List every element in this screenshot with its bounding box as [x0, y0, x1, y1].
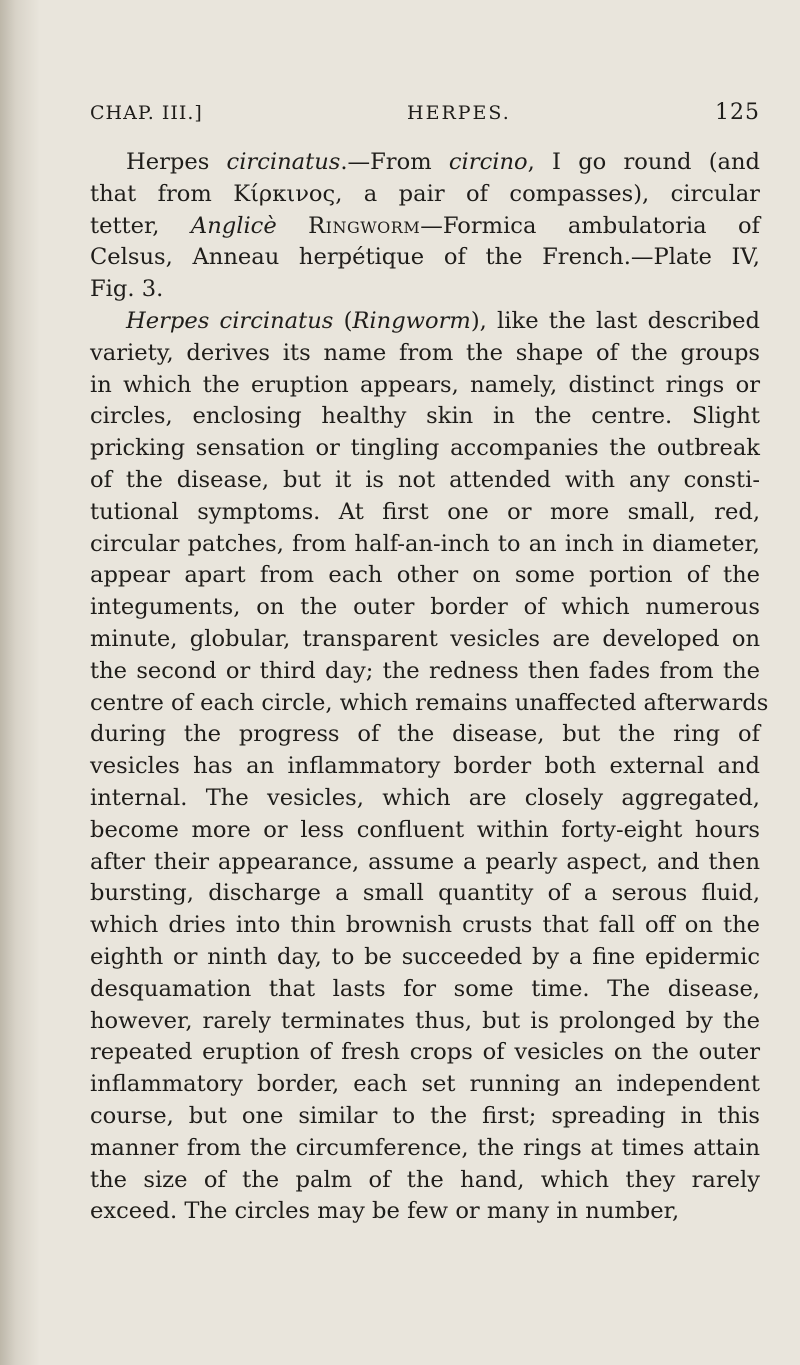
text-line: Herpes circinatus (Ringworm), like the last described	[126, 307, 761, 334]
text-line: inflammatory border, each set running an independent	[90, 1071, 760, 1098]
text-line: after their appearance, assume a pearly aspect, and then	[90, 848, 760, 875]
text-line: which dries into thin brownish crusts that fall off on the	[90, 912, 760, 939]
paragraph-heading-definition	[90, 147, 760, 306]
text-line: desquamation that lasts for some time. The disease,	[90, 975, 760, 1002]
text-line: circular patches, from half-an-inch to an inch in diameter,	[90, 530, 760, 557]
text-line: vesicles has an inflammatory border both external and	[90, 753, 760, 780]
text-line: become more or less confluent within forty-eight hours	[90, 816, 760, 843]
text-line: integuments, on the outer border of which numerous	[90, 594, 760, 621]
text-line: the second or third day; the redness then fades from the	[90, 657, 760, 684]
text-line: Fig. 3.	[90, 276, 164, 303]
running-title: HERPES.	[407, 102, 511, 124]
text-line: centre of each circle, which remains unaffected afterwards	[90, 689, 769, 716]
text-line: that from Κίρκινος, a pair of compasses), circular	[90, 180, 760, 207]
text-line: of the disease, but it is not attended with any consti-	[90, 466, 760, 493]
text-line: minute, globular, transparent vesicles are developed on	[90, 625, 760, 652]
chapter-label: CHAP. III.]	[90, 102, 203, 124]
paragraph-description	[90, 306, 769, 1228]
text-line: bursting, discharge a small quantity of a serous fluid,	[90, 880, 760, 907]
text-line: manner from the circumference, the rings at times attain	[90, 1134, 760, 1161]
book-page	[90, 100, 769, 1228]
text-line: variety, derives its name from the shape of the groups	[90, 339, 760, 366]
text-line: Celsus, Anneau herpétique of the French.—Plate IV,	[90, 244, 760, 271]
text-line: eighth or ninth day, to be succeeded by a fine epidermic	[90, 943, 760, 970]
page-number: 125	[715, 100, 760, 125]
text-line: exceed. The circles may be few or many in number,	[90, 1198, 680, 1225]
text-line: tetter, Anglicè Ringworm—Formica ambulatoria of	[90, 212, 760, 239]
text-line: internal. The vesicles, which are closely aggregated,	[90, 784, 760, 811]
text-line: pricking sensation or tingling accompanies the outbreak	[90, 435, 760, 462]
text-line: circles, enclosing healthy skin in the centre. Slight	[90, 403, 760, 430]
text-line: Herpes circinatus.—From circino, I go round (and	[126, 149, 760, 175]
text-line: appear apart from each other on some portion of the	[90, 562, 760, 589]
text-line: course, but one similar to the first; spreading in this	[90, 1102, 760, 1129]
text-line: however, rarely terminates thus, but is prolonged by the	[90, 1007, 760, 1034]
text-line: repeated eruption of fresh crops of vesicles on the outer	[90, 1039, 760, 1066]
text-line: during the progress of the disease, but the ring of	[90, 721, 760, 748]
text-line: the size of the palm of the hand, which they rarely	[90, 1166, 760, 1193]
text-line: tutional symptoms. At first one or more small, red,	[90, 498, 760, 525]
page-gutter-shadow	[0, 0, 40, 1365]
running-head	[90, 100, 760, 125]
text-line: in which the eruption appears, namely, distinct rings or	[90, 371, 760, 398]
